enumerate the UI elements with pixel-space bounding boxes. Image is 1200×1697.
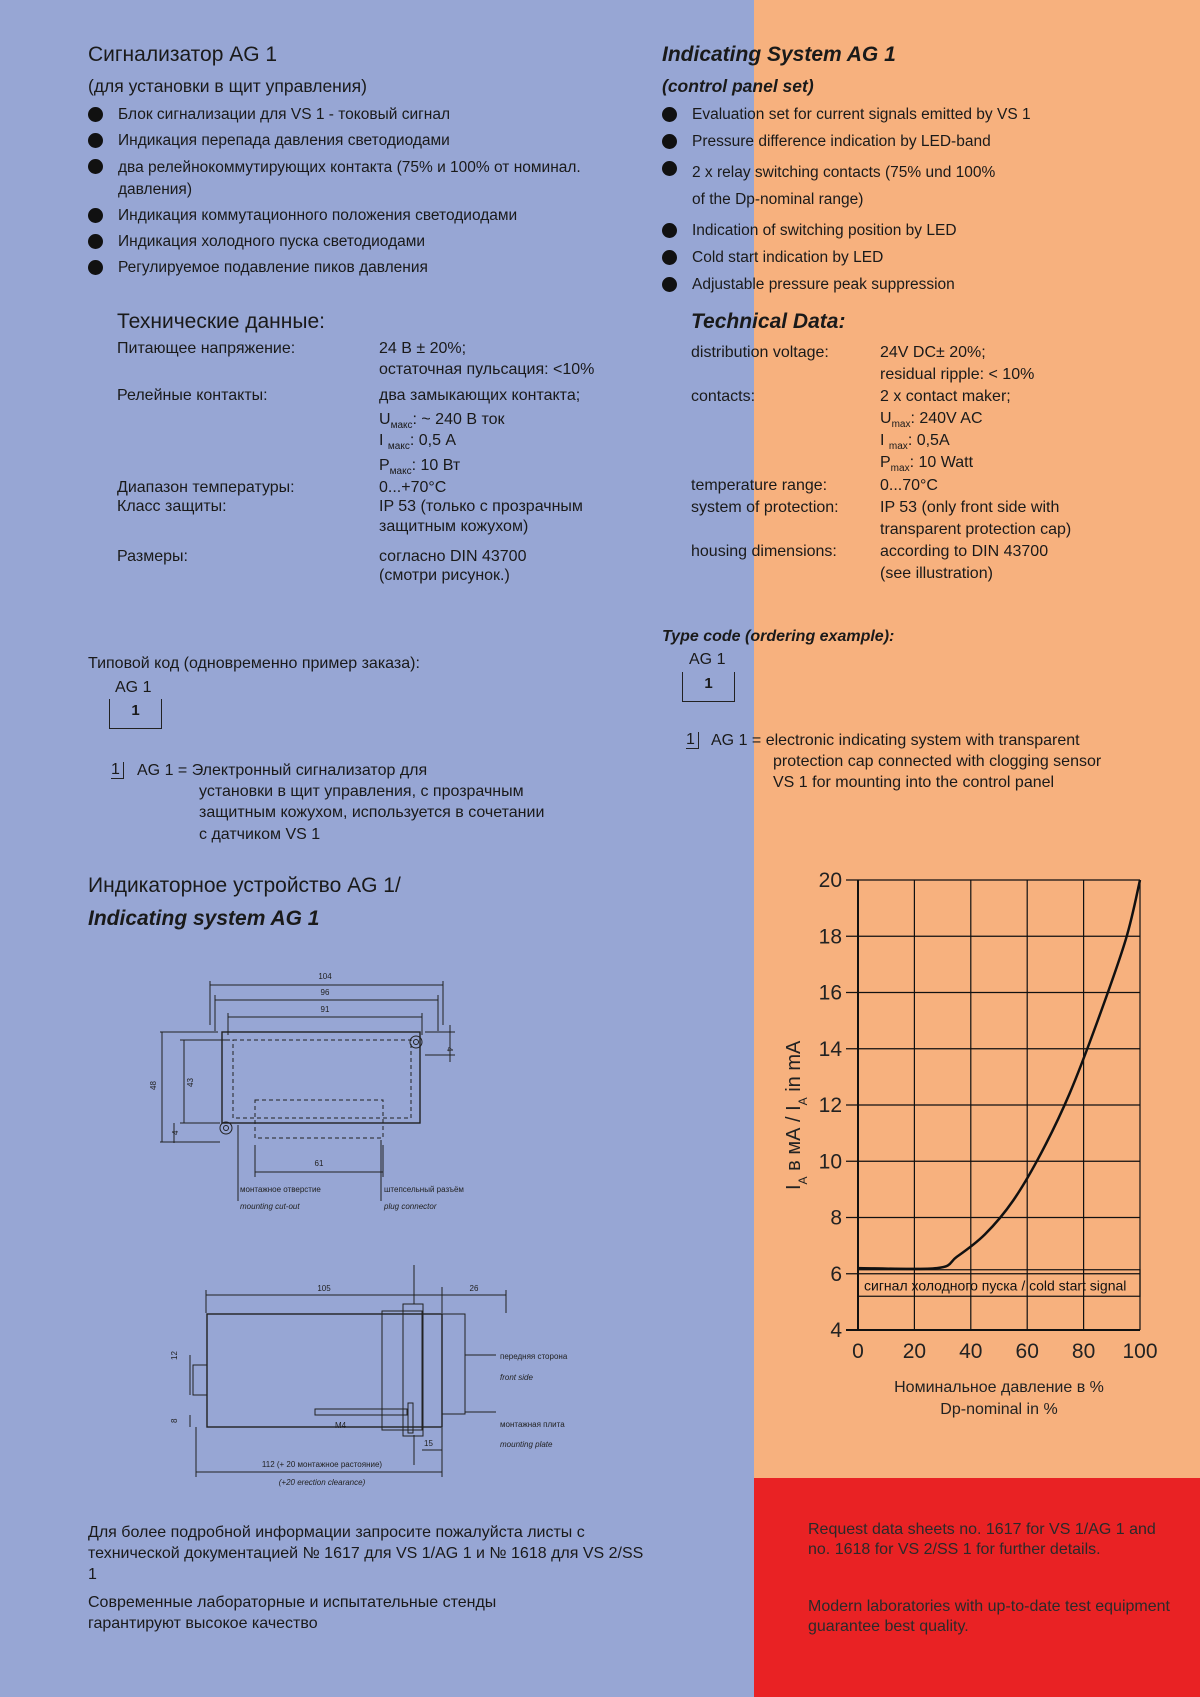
x-tick-label: 60 <box>1015 1340 1039 1363</box>
cold-start-annotation: сигнал холодного пуска / cold start signal <box>864 1277 1127 1294</box>
front-view-drawing <box>149 965 490 1225</box>
x-tick-label: 80 <box>1071 1340 1096 1363</box>
series-line <box>858 880 1140 1269</box>
ru-type-code-box: 1 <box>109 699 162 729</box>
ru-supply-label: Питающее напряжение: <box>117 340 296 357</box>
mounting-plate-en: mounting plate <box>500 1440 553 1449</box>
ru-type-code-title: Типовой код (одновременно пример заказа): <box>88 655 420 672</box>
y-tick-label: 8 <box>830 1206 842 1230</box>
en-housing-value: according to DIN 43700 <box>880 543 1049 560</box>
list-item: Регулируемое подавление пиков давления <box>88 258 648 277</box>
en-type-code-name: AG 1 <box>689 651 726 668</box>
dim-48: 48 <box>149 1081 158 1090</box>
drawing-title-en: Indicating system AG 1 <box>88 907 320 930</box>
mounting-plate-ru: монтажная плита <box>500 1420 565 1429</box>
ru-imax: I $_{макс}$: 0,5 А <box>379 432 457 453</box>
en-type-code-desc: AG 1 = electronic indicating system with transparent <box>711 732 1080 749</box>
y-tick-label: 10 <box>818 1150 842 1174</box>
dim-104: 104 <box>318 972 332 981</box>
en-type-code-marker: 1 <box>686 732 699 749</box>
dim-15: 15 <box>424 1439 433 1448</box>
dim-105: 105 <box>317 1284 331 1293</box>
y-tick-label: 20 <box>818 869 842 892</box>
dim-4a: 4 <box>171 1130 180 1135</box>
ru-protection-value: IP 53 (только с прозрачным <box>379 498 583 515</box>
en-type-code-title: Type code (ordering example): <box>662 628 895 645</box>
bullet-icon <box>88 159 103 174</box>
x-tick-label: 0 <box>852 1340 864 1363</box>
dim-91: 91 <box>320 1005 330 1014</box>
bullet-icon <box>662 161 677 176</box>
bullet-icon <box>662 223 677 238</box>
list-item: Pressure difference indication by LED-band <box>662 132 1182 151</box>
cutout-label-ru: монтажное отверстие <box>240 1185 321 1194</box>
current-vs-pressure-chart <box>770 860 1170 1420</box>
ru-type-code-marker: 1 <box>111 762 124 779</box>
y-tick-label: 18 <box>818 925 842 949</box>
dim-96: 96 <box>320 988 330 997</box>
x-tick-label: 20 <box>902 1340 927 1363</box>
side-view-drawing <box>160 1265 620 1490</box>
bullet-icon <box>88 107 103 122</box>
en-supply-value: 24V DC± 20%; <box>880 344 986 361</box>
dim-12: 12 <box>170 1351 179 1360</box>
en-subtitle: (control panel set) <box>662 76 814 96</box>
ru-footer-quality: Современные лабораторные и испытательные стенды гарантируют высокое качество <box>88 1594 497 1632</box>
list-item: Индикация холодного пуска светодиодами <box>88 232 648 251</box>
ru-type-code-desc-4: с датчиком VS 1 <box>199 826 321 843</box>
bullet-icon <box>662 134 677 149</box>
y-tick-label: 4 <box>830 1319 842 1342</box>
ru-type-code-desc: AG 1 = Электронный сигнализатор для <box>137 762 428 779</box>
bullet-icon <box>88 133 103 148</box>
en-footer-request: Request data sheets no. 1617 for VS 1/AG 1 and no. 1618 for VS 2/SS 1 for further details. <box>808 1521 1156 1558</box>
dim-m4: M4 <box>335 1421 347 1430</box>
en-protection-value-2: transparent protection cap) <box>880 521 1072 538</box>
dim-43: 43 <box>186 1078 195 1087</box>
chart-grid <box>846 880 1140 1330</box>
x-tick-label: 100 <box>1122 1340 1158 1363</box>
en-supply-label: distribution voltage: <box>691 344 829 361</box>
en-contacts-value: 2 x contact maker; <box>880 388 1011 405</box>
front-side-ru: передняя сторона <box>500 1352 568 1361</box>
en-temp-label: temperature range: <box>691 477 828 494</box>
ru-supply-ripple: остаточная пульсация: <10% <box>379 361 595 378</box>
dim-8: 8 <box>170 1418 179 1423</box>
ru-dimensions-value-2: (смотри рисунок.) <box>379 567 510 584</box>
ru-dimensions-label: Размеры: <box>117 548 188 565</box>
list-item: Индикация коммутационного положения светодиодами <box>88 206 648 225</box>
ru-type-code-desc-2: установки в щит управления, с прозрачным <box>199 783 524 800</box>
ru-feature-list <box>88 105 648 277</box>
ru-temp-label: Диапазон температуры: <box>117 479 295 496</box>
y-axis-label: $I_A$ в мА / $I_A$ in mA <box>783 1040 810 1190</box>
bullet-icon <box>88 208 103 223</box>
drawing-title-ru: Индикаторное устройство AG 1/ <box>88 874 401 897</box>
en-type-code-desc-2: protection cap connected with clogging sensor <box>773 753 1102 770</box>
list-item: Indication of switching position by LED <box>662 221 1182 240</box>
ru-relay-value: два замыкающих контакта; <box>379 387 581 404</box>
y-tick-label: 16 <box>818 981 842 1005</box>
footer-red-panel <box>754 1478 1200 1697</box>
bullet-icon <box>662 250 677 265</box>
list-item: два релейнокоммутирующих контакта (75% и 100% от номинал. давления) <box>88 157 648 201</box>
ru-protection-label: Класс защиты: <box>117 498 227 515</box>
en-housing-value-2: (see illustration) <box>880 565 993 582</box>
en-supply-ripple: residual ripple: < 10% <box>880 366 1035 383</box>
en-protection-value: IP 53 (only front side with <box>880 499 1060 516</box>
ru-umax: $U_{макс}$: ~ 240 В ток <box>379 411 505 432</box>
en-temp-value: 0...70°C <box>880 477 938 494</box>
x-axis-label-ru: Номинальное давление в % <box>894 1379 1104 1396</box>
list-item: Индикация перепада давления светодиодами <box>88 131 648 150</box>
plug-label-en: plug connector <box>384 1202 437 1211</box>
ru-subtitle: (для установки в щит управления) <box>88 76 367 96</box>
en-type-code-desc-3: VS 1 for mounting into the control panel <box>773 774 1055 791</box>
ru-supply-value: 24 В ± 20%; <box>379 340 467 357</box>
en-protection-label: system of protection: <box>691 499 839 516</box>
ru-tech-title: Технические данные: <box>117 310 325 333</box>
ru-relay-label: Релейные контакты: <box>117 387 268 404</box>
dim-61: 61 <box>314 1159 324 1168</box>
list-item: Cold start indication by LED <box>662 248 1182 267</box>
front-side-en: front side <box>500 1373 533 1382</box>
en-feature-list <box>662 105 1182 294</box>
en-umax: $U_{max}$: 240V AC <box>880 410 983 431</box>
list-item: Evaluation set for current signals emitted by VS 1 <box>662 105 1182 124</box>
plug-label-ru: штепсельный разъём <box>384 1185 464 1194</box>
erection-clearance: (+20 erection clearance) <box>278 1478 366 1487</box>
ru-protection-value-2: защитным кожухом) <box>379 518 529 535</box>
bullet-icon <box>662 107 677 122</box>
list-item: Блок сигнализации для VS 1 - токовый сигнал <box>88 105 648 124</box>
ru-title: Сигнализатор AG 1 <box>88 43 278 66</box>
en-title: Indicating System AG 1 <box>662 43 896 66</box>
bullet-icon <box>662 277 677 292</box>
en-imax: I $_{max}$: 0,5A <box>880 432 950 453</box>
ru-pmax: $P_{макс}$: 10 Вт <box>379 457 461 478</box>
en-tech-title: Technical Data: <box>691 310 846 333</box>
x-tick-label: 40 <box>959 1340 983 1363</box>
dim-26: 26 <box>469 1284 479 1293</box>
dim-112: 112 (+ 20 монтажное растояние) <box>261 1460 383 1469</box>
cutout-label-en: mounting cut-out <box>240 1202 300 1211</box>
x-axis-label-en: Dp-nominal in % <box>940 1401 1058 1418</box>
ru-footer-request: Для более подробной информации запросите пожалуйста листы с технической документацией № 1617 для VS 1/AG 1 и № 1618 для VS 2/SS 1 <box>88 1524 644 1583</box>
y-tick-label: 12 <box>818 1094 842 1117</box>
dim-4b: 4 <box>445 1047 454 1052</box>
en-housing-label: housing dimensions: <box>691 543 837 560</box>
y-tick-label: 14 <box>818 1037 842 1061</box>
ru-type-code-desc-3: защитным кожухом, используется в сочетании <box>199 804 545 821</box>
en-type-code-box: 1 <box>682 672 735 702</box>
en-footer-quality: Modern laboratories with up-to-date test equipment guarantee best quality. <box>808 1598 1170 1635</box>
en-contacts-label: contacts: <box>691 388 756 405</box>
ru-type-code-name: AG 1 <box>115 679 152 696</box>
ru-dimensions-value: согласно DIN 43700 <box>379 548 527 565</box>
bullet-icon <box>88 260 103 275</box>
y-tick-label: 6 <box>830 1262 842 1286</box>
housing-outline <box>222 1032 420 1123</box>
list-item: Adjustable pressure peak suppression <box>662 275 1182 294</box>
en-pmax: $P_{max}$: 10 Watt <box>880 454 974 475</box>
bullet-icon <box>88 234 103 249</box>
list-item: 2 x relay switching contacts (75% und 100% of the Dp-nominal range) <box>662 159 1182 213</box>
ru-temp-value: 0...+70°С <box>379 479 447 496</box>
